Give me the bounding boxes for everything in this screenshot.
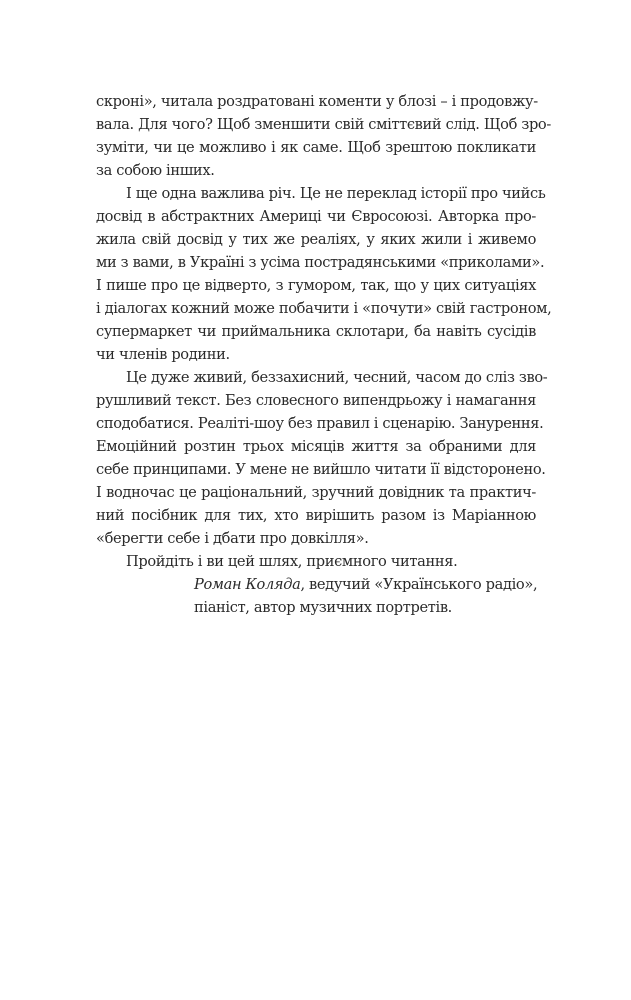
text-line: Пройдіть і ви цей шлях, приємного читання. — [126, 553, 458, 570]
text-line: рушливий текст. Без словесного випендрьожу і намагання — [96, 392, 536, 409]
text-line: зуміти, чи це можливо і як саме. Щоб зрештою покликати — [96, 139, 536, 156]
text-line: супермаркет чи приймальника склотари, ба навіть сусідів — [96, 323, 536, 340]
text-line: ми з вами, в Україні з усіма пострадянськими «приколами». — [96, 254, 545, 271]
text-line: жила свій досвід у тих же реаліях, у яких жили і живемо — [96, 231, 536, 248]
text-line: «берегти себе і дбати про довкілля». — [96, 530, 369, 547]
text-line: Це дуже живий, беззахисний, чесний, часом до сліз зво- — [126, 369, 548, 386]
text-line: І ще одна важлива річ. Це не переклад історії про чийсь — [126, 185, 546, 202]
text-line: чи членів родини. — [96, 346, 230, 363]
text-line: І пише про це відверто, з гумором, так, що у цих ситуаціях — [96, 277, 536, 294]
signature-line-1 — [96, 573, 536, 596]
text-line: І водночас це раціональний, зручний довідник та практич- — [96, 484, 536, 501]
page-body-text — [96, 90, 552, 619]
author-role: , ведучий «Українського радіо», — [300, 576, 538, 593]
text-line: Емоційний розтин трьох місяців життя за обраними для — [96, 438, 536, 455]
author-name: Роман Коляда — [194, 576, 301, 593]
signature-line-2: піаніст, автор музичних портретів. — [194, 599, 452, 616]
text-line: досвід в абстрактних Америці чи Євросоюзі. Авторка про- — [96, 208, 536, 225]
text-line: і діалогах кожний може побачити і «почути» свій гастроном, — [96, 300, 552, 317]
text-line: скроні», читала роздратовані коменти у блозі – і продовжу- — [96, 93, 538, 110]
text-line: за собою інших. — [96, 162, 215, 179]
text-line: ний посібник для тих, хто вирішить разом із Маріанною — [96, 507, 536, 524]
text-line: сподобатися. Реаліті-шоу без правил і сценарію. Занурення. — [96, 415, 544, 432]
text-line: вала. Для чого? Щоб зменшити свій сміттєвий слід. Щоб зро- — [96, 116, 551, 133]
text-line: себе принципами. У мене не вийшло читати її відсторонено. — [96, 461, 546, 478]
